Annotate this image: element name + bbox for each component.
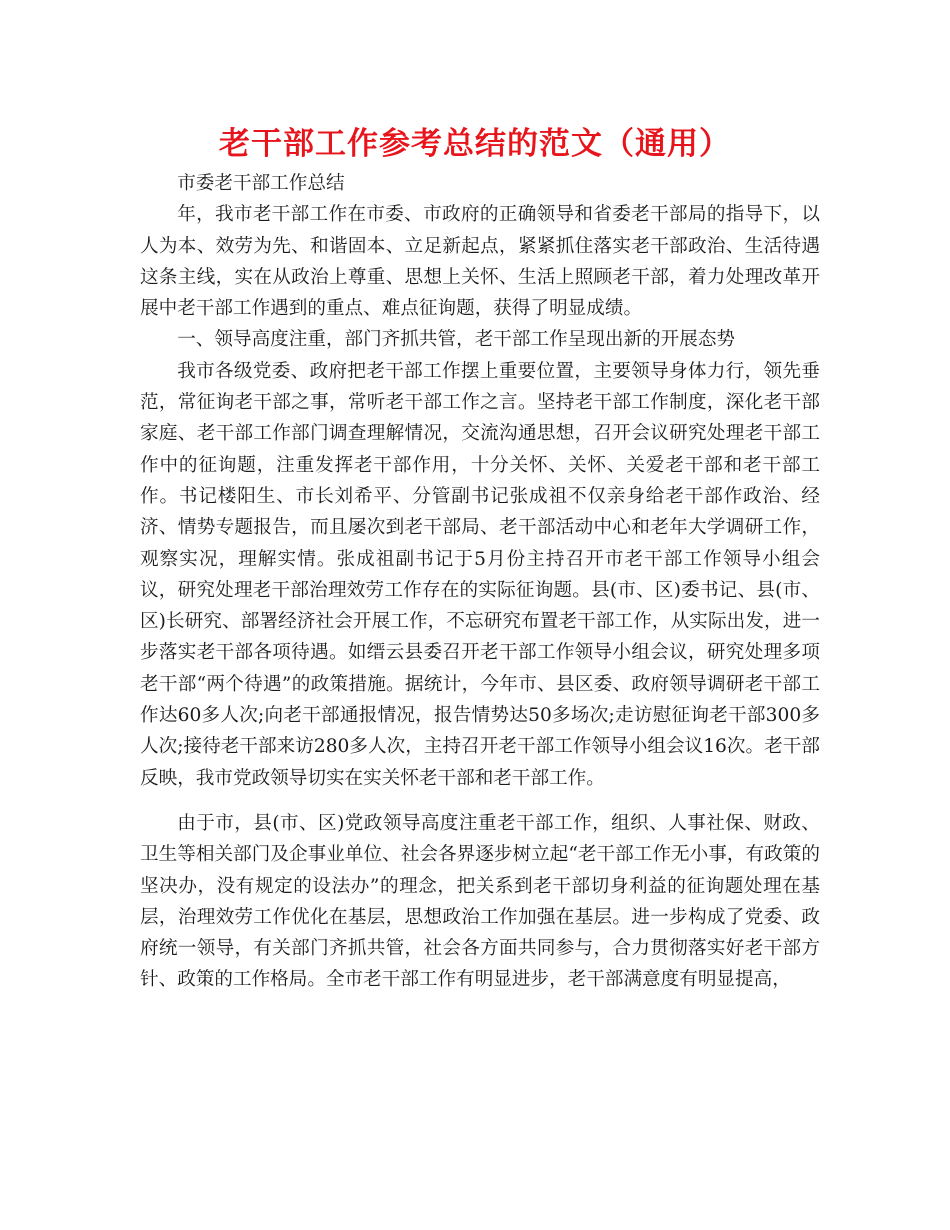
document-body (140, 168, 820, 996)
paragraph-intro: 年，我市老干部工作在市委、市政府的正确领导和省委老干部局的指导下，以人为本、效劳为先、和谐固本、立足新起点，紧紧抓住落实老干部政治、生活待遇这条主线，实在从政治上尊重、思想上关怀、生活上照顾老干部，着力处理改革开展中老干部工作遇到的重点、难点征询题，获得了明显成绩。 (140, 204, 820, 320)
paragraph-section-1: 我市各级党委、政府把老干部工作摆上重要位置，主要领导身体力行，领先垂范，常征询老干部之事，常听老干部工作之言。坚持老干部工作制度，深化老干部家庭、老干部工作部门调查理解情况，交流沟通思想，召开会议研究处理老干部工作中的征询题，注重发挥老干部作用，十分关怀、关怀、关爱老干部和老干部工作。书记楼阳生、市长刘希平、分管副书记张成祖不仅亲身给老干部作政治、经济、情势专题报告，而且屡次到老干部局、老干部活动中心和老年大学调研工作，观察实况，理解实情。张成祖副书记于5月份主持召开市老干部工作领导小组会议，研究处理老干部治理效劳工作存在的实际征询题。县(市、区)委书记、县(市、区)长研究、部署经济社会开展工作，不忘研究布置老干部工作，从实际出发，进一步落实老干部各项待遇。如缙云县委召开老干部工作领导小组会议，研究处理多项老干部“两个待遇”的政策措施。据统计，今年市、县区委、政府领导调研老干部工作达60多人次;向老干部通报情况，报告情势达50多场次;走访慰征询老干部300多人次;接待老干部来访280多人次，主持召开老干部工作领导小组会议16次。老干部反映，我市党政领导切实在实关怀老干部和老干部工作。 (140, 360, 820, 789)
paragraph-section-1-cont: 由于市，县(市、区)党政领导高度注重老干部工作，组织、人事社保、财政、卫生等相关部门及企事业单位、社会各界逐步树立起“老干部工作无小事，有政策的坚决办，没有规定的设法办”的理念，把关系到老干部切身利益的征询题处理在基层，治理效劳工作优化在基层，思想政治工作加强在基层。进一步构成了党委、政府统一领导，有关部门齐抓共管，社会各方面共同参与，合力贯彻落实好老干部方针、政策的工作格局。全市老干部工作有明显进步，老干部满意度有明显提高， (140, 812, 820, 991)
paragraph-subtitle: 市委老干部工作总结 (177, 173, 345, 194)
document-title: 老干部工作参考总结的范文（通用） (219, 126, 731, 162)
section-heading-1: 一、领导高度注重，部门齐抓共管，老干部工作呈现出新的开展态势 (177, 329, 736, 351)
